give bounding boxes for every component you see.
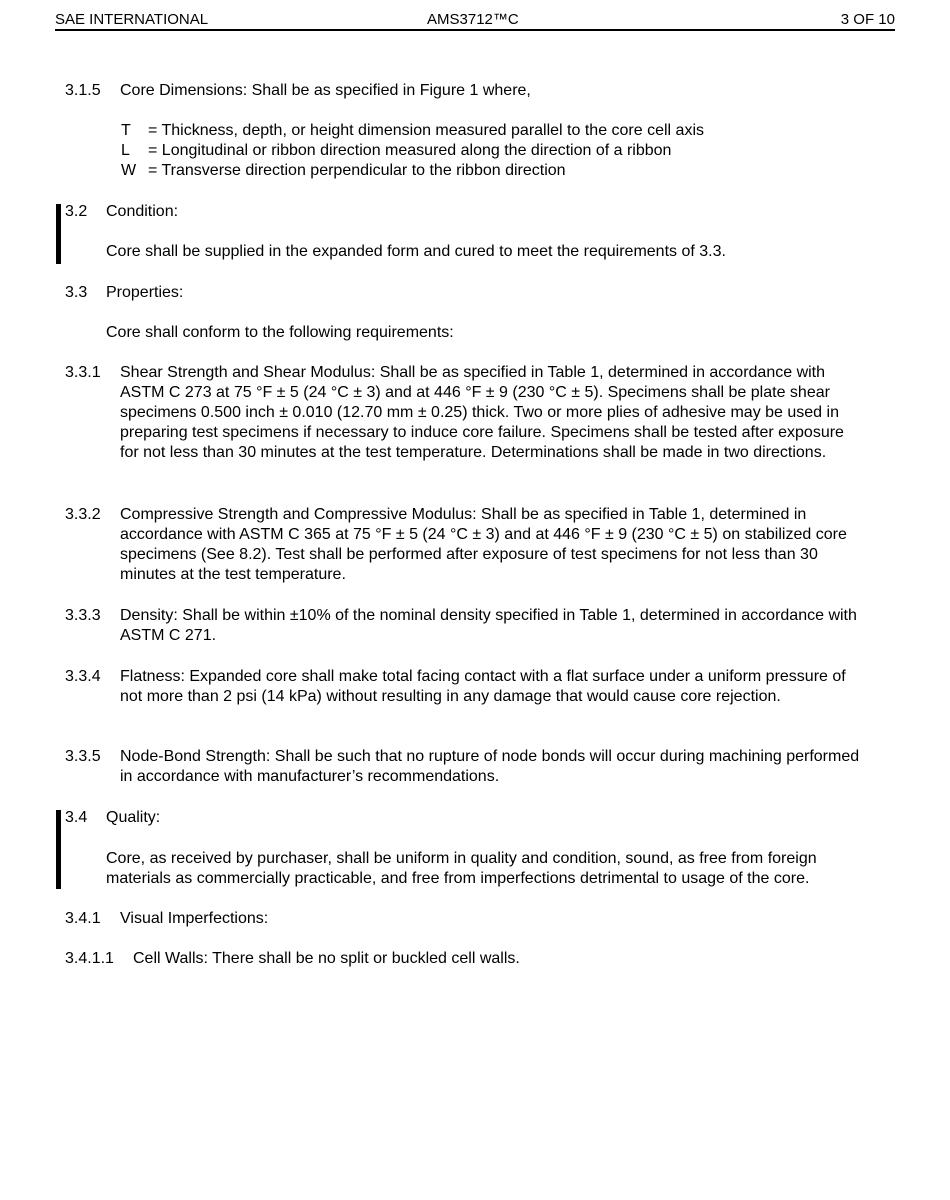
- section-title: Condition:: [106, 203, 179, 220]
- dimension-definitions: [121, 121, 821, 181]
- header-doc-id: AMS3712™C: [427, 11, 519, 28]
- section-3-3-2: [65, 505, 865, 585]
- section-title: Quality:: [106, 809, 161, 826]
- definition-symbol: W: [121, 162, 137, 179]
- definition-text: = Transverse direction perpendicular to the ribbon direction: [148, 162, 566, 179]
- definition-text: = Thickness, depth, or height dimension measured parallel to the core cell axis: [148, 122, 705, 139]
- definition-text: = Longitudinal or ribbon direction measured along the direction of a ribbon: [148, 142, 672, 159]
- section-number: 3.2: [65, 203, 88, 220]
- section-text: Compressive Strength and Compressive Modulus: Shall be as specified in Table 1, determined in accordance with ASTM C 365 at 75 °F ± 5 (24 °C ± 3) and at 446 °F ± 9 (230 °C ± 5) on stabilized core specimens (See 8.2). Test shall be performed after exposure of test specimens for not less than 30 minutes at the test temperature.: [120, 506, 847, 583]
- section-3-3-3: [65, 606, 865, 646]
- section-text: Shear Strength and Shear Modulus: Shall be as specified in Table 1, determined in accordance with ASTM C 273 at 75 °F ± 5 (24 °C ± 3) and at 446 °F ± 9 (230 °C ± 5). Specimens shall be plate shear specimens 0.500 inch ± 0.010 (12.70 mm ± 0.25) thick. Two or more plies of adhesive may be used in preparing test specimens if necessary to induce core failure. Specimens shall be tested after exposure for not less than 30 minutes at the test temperature. Determinations shall be made in two directions.: [120, 364, 844, 461]
- revision-change-bar: [56, 810, 61, 889]
- section-title: Properties:: [106, 284, 184, 301]
- header-org: SAE INTERNATIONAL: [55, 11, 209, 28]
- section-3-4-1-1: [65, 949, 865, 969]
- section-number: 3.4.1: [65, 910, 101, 927]
- header-page-number: 3 OF 10: [840, 11, 895, 28]
- section-text: Cell Walls: There shall be no split or buckled cell walls.: [133, 950, 520, 967]
- page-header: [55, 9, 895, 31]
- section-3-3-1: [65, 363, 865, 483]
- definition-l: [121, 141, 821, 161]
- section-number: 3.3.3: [65, 607, 101, 624]
- section-3-3-4: [65, 667, 865, 727]
- section-text: Core shall be supplied in the expanded form and cured to meet the requirements of 3.3.: [106, 243, 726, 260]
- section-text: Core, as received by purchaser, shall be uniform in quality and condition, sound, as free from foreign materials as commercially practicable, and free from imperfections detrimental to usage of the core.: [106, 850, 817, 887]
- section-number: 3.4: [65, 809, 88, 826]
- section-3-3-heading: [65, 283, 865, 303]
- section-3-4-heading: [65, 808, 865, 828]
- section-number: 3.1.5: [65, 82, 101, 99]
- section-number: 3.3.1: [65, 364, 101, 381]
- section-text: Density: Shall be within ±10% of the nominal density specified in Table 1, determined in accordance with ASTM C 271.: [120, 607, 857, 644]
- section-text: Core shall conform to the following requirements:: [106, 324, 454, 341]
- section-number: 3.3.4: [65, 668, 101, 685]
- section-number: 3.3.5: [65, 748, 101, 765]
- section-3-2-body: [65, 242, 865, 262]
- definition-symbol: L: [121, 142, 130, 159]
- revision-change-bar: [56, 204, 61, 264]
- section-text: Flatness: Expanded core shall make total facing contact with a flat surface under a uniform pressure of not more than 2 psi (14 kPa) without resulting in any damage that would cause core rejection.: [120, 668, 846, 705]
- definition-w: [121, 161, 821, 181]
- section-3-1-5: [65, 81, 865, 101]
- definition-t: [121, 121, 821, 141]
- section-number: 3.3: [65, 284, 88, 301]
- section-3-3-5: [65, 747, 865, 787]
- section-3-4-body: [65, 849, 865, 889]
- section-3-4-1: [65, 909, 865, 929]
- section-text: Core Dimensions: Shall be as specified in Figure 1 where,: [120, 82, 531, 99]
- section-text: Node-Bond Strength: Shall be such that no rupture of node bonds will occur during machining performed in accordance with manufacturer’s recommendations.: [120, 748, 860, 785]
- section-text: Visual Imperfections:: [120, 910, 269, 927]
- section-3-3-body: [65, 323, 865, 343]
- section-3-2-heading: [65, 202, 865, 222]
- section-number: 3.4.1.1: [65, 950, 114, 967]
- section-number: 3.3.2: [65, 506, 101, 523]
- definition-symbol: T: [121, 122, 131, 139]
